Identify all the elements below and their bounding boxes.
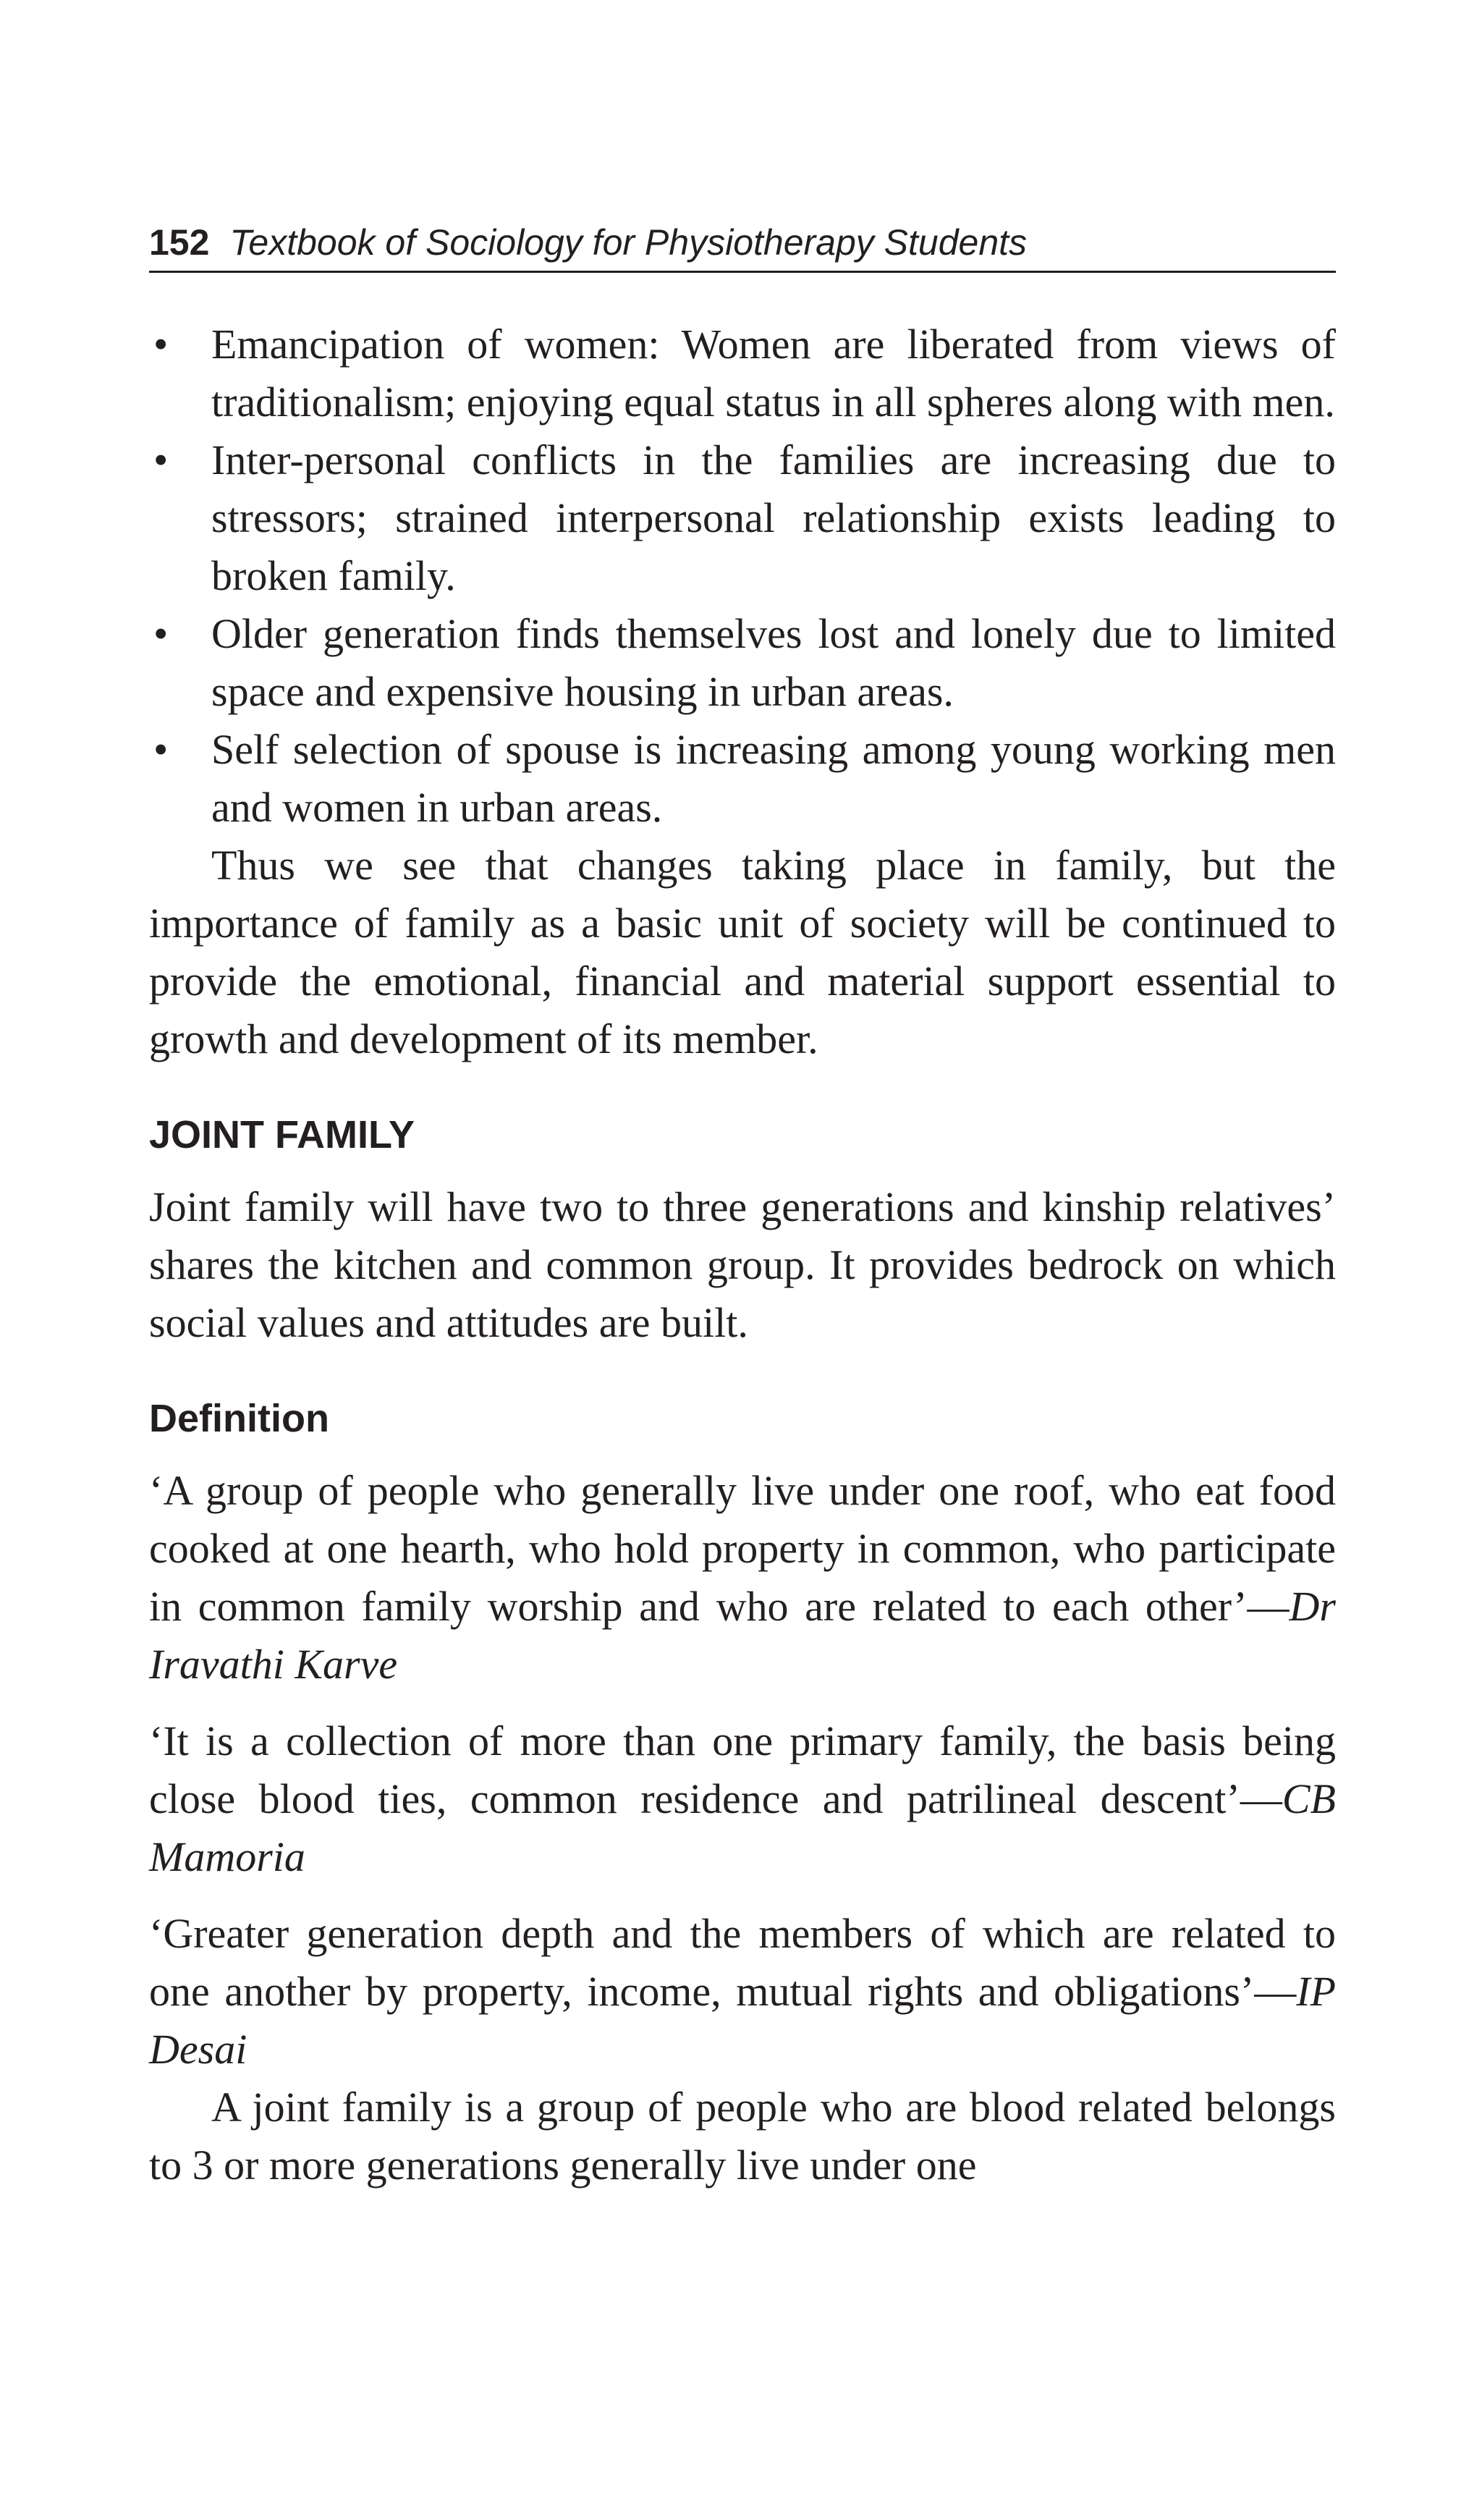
book-title: Textbook of Sociology for Physiotherapy Students <box>229 222 1028 263</box>
quote-author: CB Mamoria <box>149 1775 1336 1880</box>
section-heading-joint-family: JOINT FAMILY <box>149 1113 415 1157</box>
list-item <box>149 605 1336 721</box>
definition-quote-mamoria <box>149 1712 1336 1886</box>
quote-author: Dr Iravathi Karve <box>149 1583 1336 1688</box>
quote-text: ‘It is a collection of more than one primary family, the basis being close blood ties, common residence and patrilineal descent’— <box>149 1717 1336 1822</box>
bullet-list <box>149 316 1336 837</box>
list-item-text: Inter-personal conflicts in the families are increasing due to stressors; strained interpersonal relationship exists leading to broken family. <box>211 436 1336 599</box>
bullet-icon: • <box>153 321 169 368</box>
closing-paragraph: A joint family is a group of people who are blood related belongs to 3 or more generations generally live under one <box>149 2084 1336 2189</box>
list-item <box>149 316 1336 431</box>
running-header <box>149 214 1336 273</box>
joint-family-paragraph: Joint family will have two to three generations and kinship relatives’ shares the kitchen and common group. It provides bedrock on which social values and attitudes are built. <box>149 1183 1336 1346</box>
conclusion-paragraph: Thus we see that changes taking place in family, but the importance of family as a basic unit of society will be continued to provide the emotional, financial and material support essential to growth and development of its member. <box>149 842 1336 1062</box>
subsection-heading-definition: Definition <box>149 1397 329 1440</box>
bullet-icon: • <box>153 726 169 773</box>
bullet-icon: • <box>153 436 169 483</box>
list-item-text: Self selection of spouse is increasing among young working men and women in urban areas. <box>211 726 1336 831</box>
definition-quote-desai <box>149 1905 1336 2079</box>
bullet-icon: • <box>153 610 169 657</box>
quote-author: IP Desai <box>149 1968 1336 2073</box>
quote-text: ‘Greater generation depth and the members of which are related to one another by property, income, mutual rights and obligations’— <box>149 1910 1336 2015</box>
page-body <box>149 316 1336 2194</box>
list-item <box>149 721 1336 837</box>
list-item-text: Emancipation of women: Women are liberated from views of traditionalism; enjoying equal status in all spheres along with men. <box>211 321 1336 426</box>
list-item-text: Older generation finds themselves lost and lonely due to limited space and expensive housing in urban areas. <box>211 610 1336 715</box>
quote-text: ‘A group of people who generally live under one roof, who eat food cooked at one hearth, who hold property in common, who participate in common family worship and who are related to each other’— <box>149 1467 1336 1630</box>
list-item <box>149 431 1336 605</box>
definition-quote-karve <box>149 1462 1336 1694</box>
page-number: 152 <box>149 222 210 263</box>
